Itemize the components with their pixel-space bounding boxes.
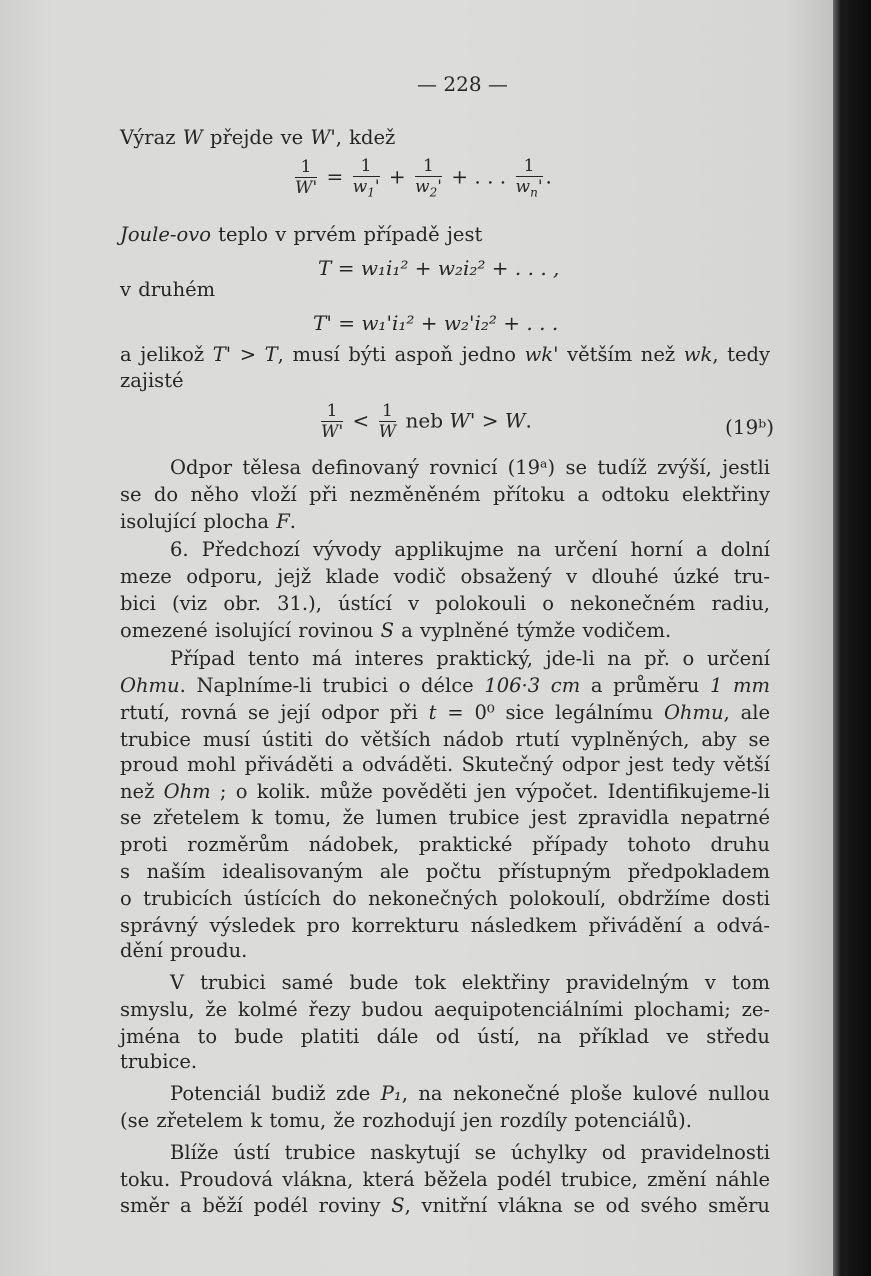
italic-text: W	[182, 126, 203, 149]
text-segment: směr a běží podél roviny	[120, 1194, 392, 1217]
text-segment: . Naplníme-li trubici o délce	[179, 674, 485, 697]
text-line	[120, 646, 770, 672]
text-segment: o trubicích ústících do nekonečných polokoulí, obdržíme dosti	[120, 887, 770, 910]
text-segment: Blíže ústí trubice naskytují se úchylky od pravidelnosti	[170, 1141, 770, 1164]
text-line	[120, 482, 770, 508]
text-segment: se zřetelem k tomu, že lumen trubice jest zpravidla nepatrné	[120, 806, 770, 829]
italic-text: Ohm	[163, 780, 211, 803]
text-segment: s naším idealisovaným ale počtu přístupným předpokladem	[120, 860, 770, 883]
text-segment: meze odporu, jejž klade vodič obsažený v dlouhé úzké tru-	[120, 565, 770, 588]
text-line	[120, 564, 770, 590]
text-segment: 6. Předchozí vývody applikujme na určení horní a dolní	[170, 538, 770, 561]
equation-number: (19ᵇ)	[725, 415, 775, 439]
text-segment: Odpor tělesa definovaný rovnicí (19ᵃ) se tudíž zvýší, jestli	[170, 456, 770, 479]
text-line	[120, 727, 770, 753]
text-segment: ; o kolik. může pověděti jen výpočet. Identifikujeme-li	[210, 780, 770, 803]
text-line	[120, 1049, 770, 1075]
text-line	[120, 938, 770, 964]
book-spine-edge	[833, 0, 871, 1276]
text-segment: Výraz	[120, 126, 183, 149]
text-line	[120, 455, 770, 481]
text-segment: zajisté	[120, 369, 184, 392]
text-line	[120, 277, 770, 303]
italic-text: Ohmu	[120, 674, 180, 697]
text-line	[120, 805, 770, 831]
italic-text: S	[380, 619, 395, 642]
text-line	[120, 832, 770, 858]
text-segment: bici (viz obr. 31.), ústící v polokouli o nekonečném radiu,	[120, 592, 770, 615]
text-segment: trubice.	[120, 1050, 198, 1073]
text-segment: dění proudu.	[120, 939, 248, 962]
text-line	[120, 1024, 770, 1050]
text-segment: , kdež	[335, 126, 396, 149]
text-segment: isolující plocha	[120, 510, 277, 533]
italic-text: 106·3 cm	[484, 674, 581, 697]
text-segment: omezené isolující rovinou	[120, 619, 381, 642]
text-line	[120, 700, 770, 726]
equation-parallel-resistance: $\frac{1}{W'}$ = $\frac{1}{w_1'}$ + $\frac{1}{w_2'}$ + . . . $\frac{1}{w_n'}$ .	[295, 156, 552, 200]
text-segment: , tedy	[712, 343, 770, 366]
text-line	[120, 368, 770, 394]
italic-text: S	[391, 1194, 405, 1217]
text-line	[120, 222, 770, 248]
text-segment: teplo v prvém případě jest	[210, 223, 483, 246]
text-line	[120, 752, 770, 778]
text-segment: přejde ve	[202, 126, 311, 149]
text-line	[120, 342, 770, 368]
text-segment: v druhém	[120, 278, 216, 301]
text-line	[120, 970, 770, 996]
text-segment: se do něho vloží při nezměněném přítoku a odtoku elektřiny	[120, 483, 770, 506]
text-segment: jména to bude platiti dále od ústí, na příklad ve středu	[120, 1025, 770, 1048]
text-line	[120, 509, 770, 535]
text-line	[120, 125, 770, 151]
italic-text: F	[276, 510, 290, 533]
text-line	[120, 779, 770, 805]
text-segment: , musí býti aspoň jedno	[277, 343, 525, 366]
text-segment: a vyplněné týmže vodičem.	[394, 619, 672, 642]
text-segment: a jelikož	[120, 343, 213, 366]
text-segment: než	[120, 780, 164, 803]
text-segment: toku. Proudová vlákna, která běžela podél trubice, změní náhle	[120, 1168, 770, 1191]
italic-text: 1 mm	[709, 674, 771, 697]
text-line	[120, 1081, 770, 1107]
italic-text: Joule-ovo	[120, 223, 211, 246]
text-line	[120, 1140, 770, 1166]
text-segment: = 0⁰ sice legálnímu	[436, 701, 664, 724]
text-segment: větším než	[558, 343, 684, 366]
text-line	[120, 1167, 770, 1193]
text-segment: , vnitřní vlákna se od svého směru	[404, 1194, 770, 1217]
text-segment: smyslu, že kolmé řezy budou aequipotenciálními plochami; ze-	[120, 998, 770, 1021]
text-line	[120, 537, 770, 563]
italic-text: P₁	[380, 1082, 402, 1105]
equation-joule-heat-1: T = w₁i₁² + w₂i₂² + . . . ,	[318, 256, 560, 280]
italic-text: T' > T	[212, 343, 278, 366]
italic-text: wk'	[524, 343, 559, 366]
text-segment: proti rozměrům nádobek, praktické případy tohoto druhu	[120, 833, 770, 856]
text-segment: Potenciál budiž zde	[170, 1082, 381, 1105]
text-segment: .	[289, 510, 296, 533]
text-line	[120, 886, 770, 912]
text-line	[120, 591, 770, 617]
text-line	[120, 1193, 770, 1219]
text-line	[120, 997, 770, 1023]
text-line	[120, 859, 770, 885]
text-segment: V trubici samé bude tok elektřiny pravidelným v tom	[170, 971, 770, 994]
text-segment: proud mohl přiváděti a odváděti. Skutečný odpor jest tedy větší	[120, 753, 770, 776]
text-segment: (se zřetelem k tomu, že rozhodují jen rozdíly potenciálů).	[120, 1109, 692, 1132]
equation-joule-heat-2: T' = w₁'i₁² + w₂'i₂² + . . .	[313, 311, 559, 335]
text-line	[120, 1108, 770, 1134]
text-segment: a průměru	[580, 674, 710, 697]
text-segment: , ale	[723, 701, 770, 724]
italic-text: wk	[683, 343, 713, 366]
text-segment: , na nekonečné ploše kulové nullou	[401, 1082, 770, 1105]
text-segment: trubice musí ústiti do větších nádob rtutí vyplněných, aby se	[120, 728, 770, 751]
equation-19b: $\frac{1}{W'}$ < $\frac{1}{W}$ neb W' > W.	[321, 401, 532, 442]
text-segment: rtutí, rovná se její odpor při	[120, 701, 429, 724]
text-line	[120, 618, 770, 644]
italic-text: t	[428, 701, 437, 724]
italic-text: Ohmu	[663, 701, 724, 724]
text-segment: správný výsledek pro korrekturu následkem přivádění a odvá-	[120, 914, 770, 937]
italic-text: W'	[310, 126, 336, 149]
text-segment: Případ tento má interes praktický, jde-li na př. o určení	[170, 647, 770, 670]
page-number: — 228 —	[417, 72, 508, 96]
text-line	[120, 673, 770, 699]
text-line	[120, 913, 770, 939]
